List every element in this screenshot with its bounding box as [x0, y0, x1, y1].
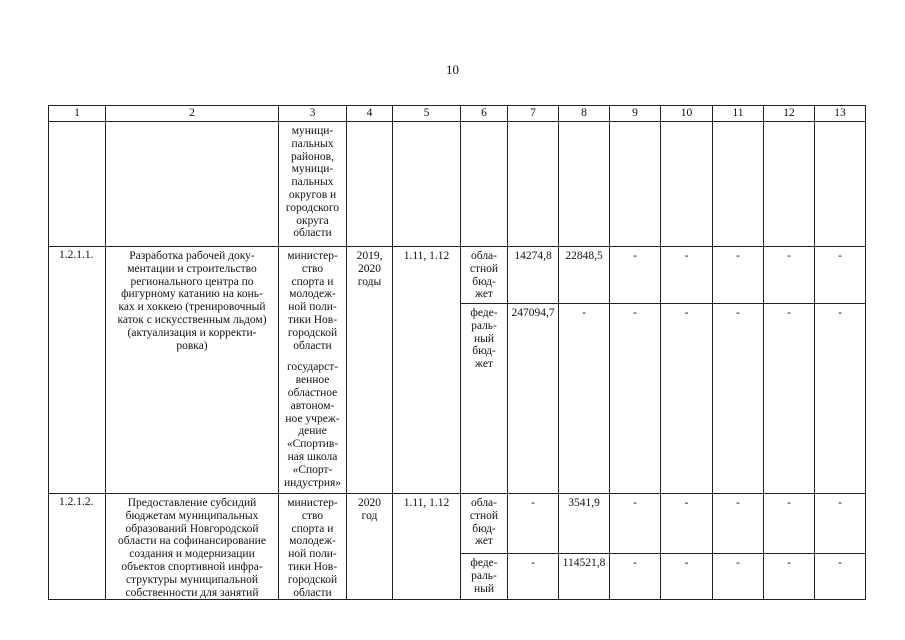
funding-source: феде- раль- ный бюд- жет [461, 304, 508, 494]
column-header: 7 [508, 106, 559, 122]
value-col9: - [610, 554, 661, 600]
funding-source: обла- стной бюд- жет [461, 494, 508, 554]
column-header: 3 [279, 106, 347, 122]
value-col11: - [713, 554, 764, 600]
executor-cell [279, 494, 347, 600]
column-header: 5 [393, 106, 461, 122]
executor-ministry: министер- ство спорта и молодеж- ной поли- тики Нов- городской области [287, 250, 338, 352]
executor-cell [279, 247, 347, 494]
program-table [48, 105, 866, 600]
value-col7: 14274,8 [508, 247, 559, 304]
value-col12: - [764, 494, 815, 554]
value-col12: - [764, 554, 815, 600]
row-number: 1.2.1.2. [49, 494, 106, 600]
value-col7: 247094,7 [508, 304, 559, 494]
funding-source: феде- раль- ный [461, 554, 508, 600]
years: 2019, 2020 годы [347, 247, 393, 494]
column-header: 8 [559, 106, 610, 122]
value-col12: - [764, 247, 815, 304]
value-col11: - [713, 247, 764, 304]
column-header: 6 [461, 106, 508, 122]
activity-description: Разработка рабочей доку- ментации и строительство регионального центра по фигурному катанию на конь- ках и хоккею (тренировочный каток с искусственным льдом) (актуализация и корректи- ровка) [106, 247, 279, 494]
page-number: 10 [446, 62, 459, 77]
column-header: 11 [713, 106, 764, 122]
value-col10: - [661, 304, 713, 494]
value-col10: - [661, 247, 713, 304]
value-col8: 22848,5 [559, 247, 610, 304]
indicators: 1.11, 1.12 [393, 494, 461, 600]
value-col9: - [610, 304, 661, 494]
value-col8: 114521,8 [559, 554, 610, 600]
funding-source: обла- стной бюд- жет [461, 247, 508, 304]
column-header: 9 [610, 106, 661, 122]
value-col12: - [764, 304, 815, 494]
value-col7: - [508, 554, 559, 600]
column-header: 4 [347, 106, 393, 122]
column-header: 12 [764, 106, 815, 122]
value-col13: - [815, 554, 866, 600]
value-col10: - [661, 494, 713, 554]
value-col9: - [610, 494, 661, 554]
column-header: 13 [815, 106, 866, 122]
value-col13: - [815, 494, 866, 554]
value-col13: - [815, 247, 866, 304]
row-number: 1.2.1.1. [49, 247, 106, 494]
executor-continuation: муници- пальных районов, муници- пальных округов и городского округа области [279, 122, 347, 247]
activity-description: Предоставление субсидий бюджетам муниципальных образований Новгородской области на софинансирование создания и модернизации объектов спортивной инфра- структуры муниципальной собственности для занятий [106, 494, 279, 600]
table-row [49, 494, 866, 554]
value-col8: 3541,9 [559, 494, 610, 554]
value-col8: - [559, 304, 610, 494]
column-header: 10 [661, 106, 713, 122]
value-col13: - [815, 304, 866, 494]
executor-sport-school: государст- венное областное автоном- ное учреж- дение «Спортив- ная школа «Спорт- индустрия» [283, 361, 342, 489]
executor-ministry: министер- ство спорта и молодеж- ной поли- тики Нов- городской области [287, 497, 338, 599]
value-col11: - [713, 304, 764, 494]
continuation-row [49, 122, 866, 247]
column-header: 2 [106, 106, 279, 122]
years: 2020 год [347, 494, 393, 600]
table-row [49, 247, 866, 304]
column-number-row [49, 106, 866, 122]
value-col9: - [610, 247, 661, 304]
value-col11: - [713, 494, 764, 554]
column-header: 1 [49, 106, 106, 122]
value-col7: - [508, 494, 559, 554]
value-col10: - [661, 554, 713, 600]
indicators: 1.11, 1.12 [393, 247, 461, 494]
